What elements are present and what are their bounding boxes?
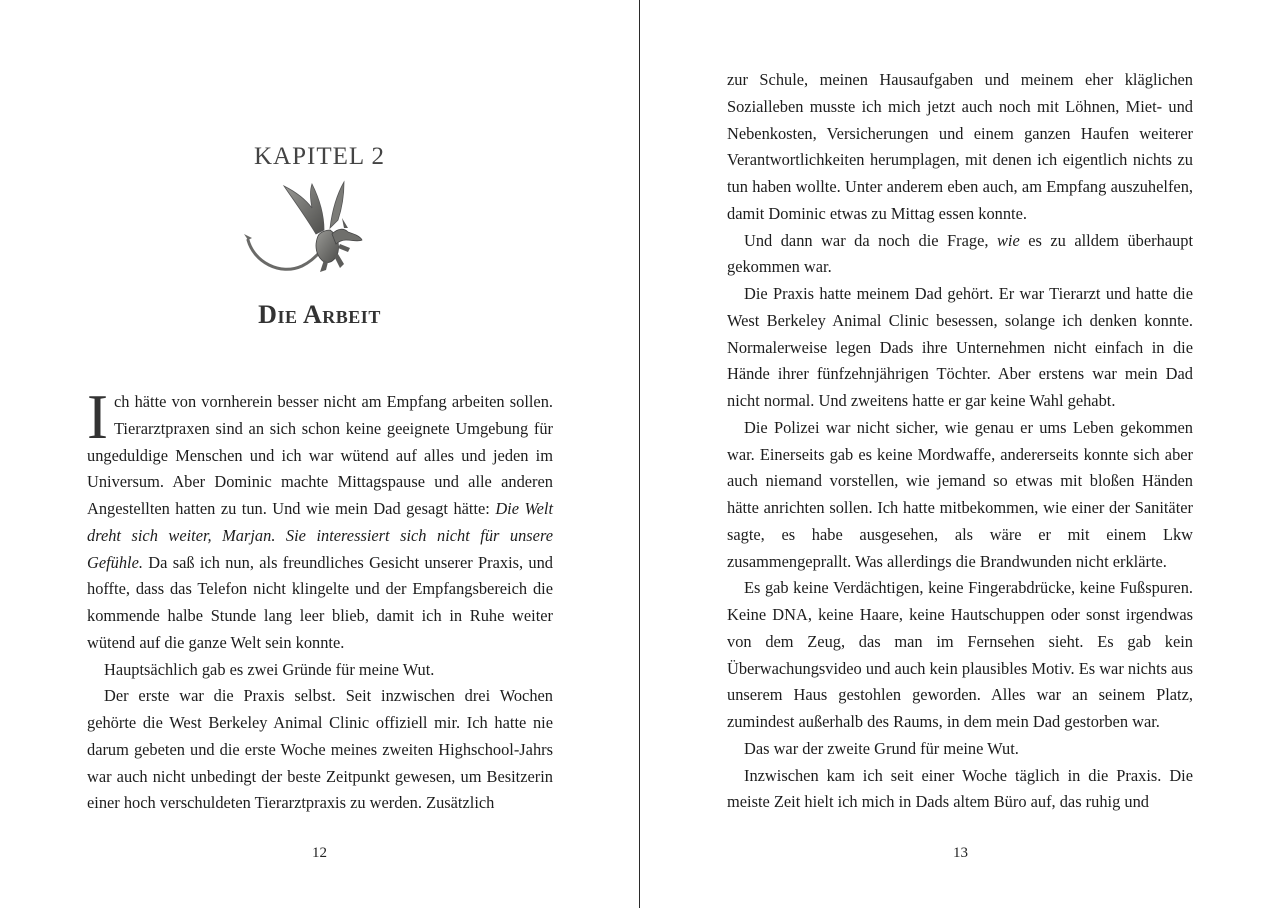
text-run: es zu alldem überhaupt gekommen war. <box>727 230 1193 277</box>
paragraph: Hauptsächlich gab es zwei Gründe für meine Wut. <box>104 659 435 679</box>
italic-quote: Die Welt dreht sich weiter, Marjan. Sie interessiert sich nicht für unsere Gefühle. <box>87 499 553 572</box>
drop-cap: I <box>87 382 108 452</box>
chapter-label: KAPITEL 2 <box>254 143 385 170</box>
dragon-icon <box>240 178 370 278</box>
left-body-text <box>87 382 553 817</box>
paragraph: Inzwischen kam ich seit einer Woche täglich in die Praxis. Die meiste Zeit hielt ich mich in Dads altem Büro auf, das ruhig und <box>727 765 1193 812</box>
text-run: Da saß ich nun, als freundliches Gesicht unserer Praxis, und hoffte, dass das Telefon nicht klingelte und der Empfangsbereich die kommende halbe Stunde lang leer blieb, damit ich in Ruhe weiter wütend auf die ganze Welt sein konnte. <box>87 552 553 652</box>
left-page <box>0 0 639 908</box>
page-divider <box>639 0 640 908</box>
paragraph: zur Schule, meinen Hausaufgaben und meinem eher kläglichen Sozialleben musste ich mich jetzt auch noch mit Löhnen, Miet- und Nebenkosten, Versicherungen und einem ganzen Haufen weiterer Verantwortlichkeiten herumplagen, mit denen ich eigentlich nichts zu tun haben wollte. Unter anderem eben auch, am Empfang auszuhelfen, damit Dominic etwas zu Mittag essen konnte. <box>727 70 1193 223</box>
chapter-title: Die Arbeit <box>258 300 381 329</box>
right-body-text <box>727 67 1193 816</box>
paragraph: Die Praxis hatte meinem Dad gehört. Er war Tierarzt und hatte die West Berkeley Animal Clinic besessen, solange ich denken konnte. Normalerweise legen Dads ihre Unternehmen nicht einfach in die Hände ihrer fünfzehnjährigen Töchter. Aber erstens war mein Dad nicht normal. Und zweitens hatte er gar keine Wahl gehabt. <box>727 284 1193 410</box>
paragraph <box>87 382 553 657</box>
paragraph: Der erste war die Praxis selbst. Seit inzwischen drei Wochen gehörte die West Berkeley Animal Clinic offiziell mir. Ich hatte nie darum gebeten und die erste Woche meines zweiten Highschool-Jahrs war auch nicht unbedingt der beste Zeitpunkt gewesen, um Besitzerin einer hoch verschuldeten Tierarztpraxis zu werden. Zusätzlich <box>87 686 553 813</box>
text-run: Und dann war da noch die Frage, <box>744 230 997 250</box>
right-page <box>641 0 1280 908</box>
page-number: 12 <box>312 845 327 861</box>
paragraph: Das war der zweite Grund für meine Wut. <box>744 738 1019 758</box>
paragraph <box>727 228 1193 282</box>
paragraph: Es gab keine Verdächtigen, keine Fingerabdrücke, keine Fußspuren. Keine DNA, keine Haare, keine Hautschuppen oder sonst irgendwas von dem Zeug, das man im Fernsehen sieht. Es gab kein Überwachungsvideo und auch kein plausibles Motiv. Es war nichts aus unserem Haus gestohlen geworden. Alles war an seinem Platz, zumindest außerhalb des Raums, in dem mein Dad gestorben war. <box>727 578 1193 731</box>
paragraph: Die Polizei war nicht sicher, wie genau er ums Leben gekommen war. Einerseits gab es keine Mordwaffe, andererseits konnte sich aber auch niemand vorstellen, wie jemand so etwas mit bloßen Händen hätte anrichten sollen. Ich hatte mitbekommen, wie einer der Sanitäter sagte, es habe ausgesehen, als wäre er mit einem Lkw zusammengeprallt. Was allerdings die Brandwunden nicht erklärte. <box>727 417 1193 571</box>
page-number: 13 <box>953 845 968 861</box>
italic-word: wie <box>996 230 1020 250</box>
text-run: ch hätte von vornherein besser nicht am Empfang arbeiten sollen. Tierarztpraxen sind an sich schon keine geeignete Umgebung für ungeduldige Menschen und ich war wütend auf alles und jeden im Universum. Aber Dominic machte Mittagspause und alle anderen Angestellten hatten zu tun. Und wie mein Dad gesagt hätte: <box>87 392 553 518</box>
